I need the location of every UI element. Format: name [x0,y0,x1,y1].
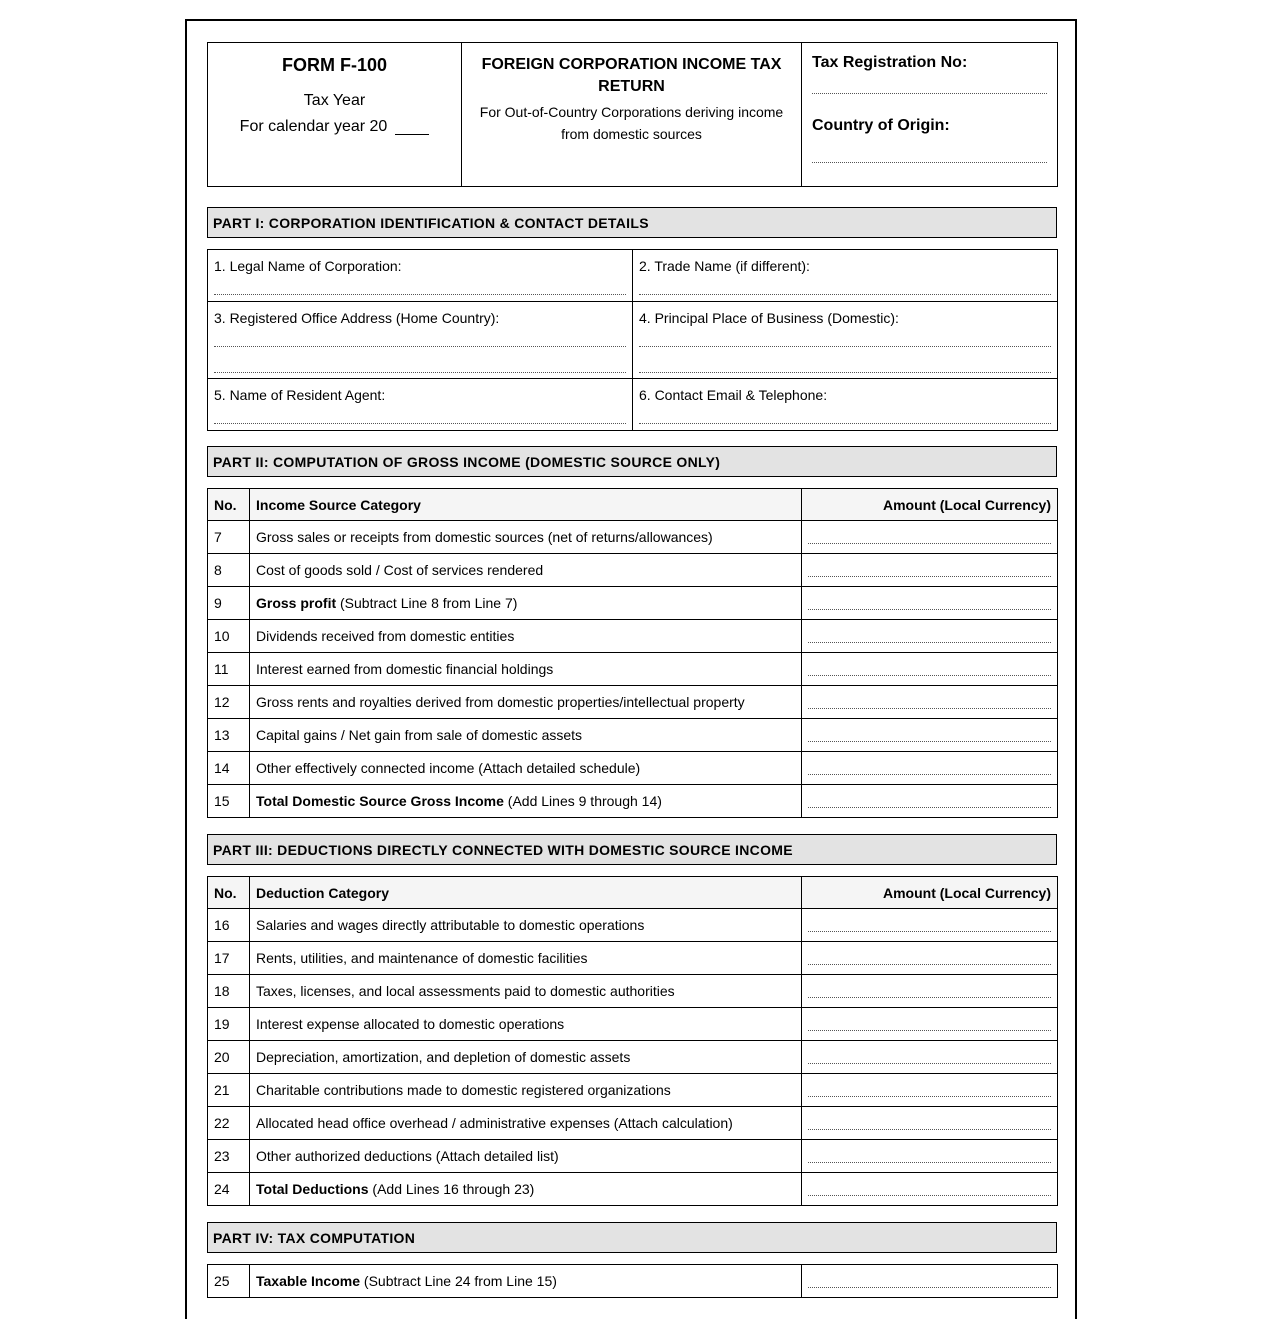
line-description-text: Depreciation, amortization, and depletion of domestic assets [256,1049,631,1065]
line-description-text: Interest earned from domestic financial holdings [256,661,554,677]
amount-cell [802,1173,1058,1206]
table-row [208,1265,1058,1298]
line-number: 12 [208,686,250,719]
principal-place-cell [633,302,1058,379]
form-title: FOREIGN CORPORATION INCOME TAX RETURN [481,56,782,95]
table-row [208,719,1058,752]
deductions-table [207,876,1058,1206]
line-description [250,554,802,587]
table-row [208,1041,1058,1074]
calendar-year-field[interactable] [395,134,429,135]
tax-registration-field[interactable] [812,93,1047,94]
col-amount-header: Amount (Local Currency) [802,489,1058,521]
tax-computation-rows [208,1265,1058,1298]
amount-field[interactable] [808,741,1051,742]
registered-office-label: 3. Registered Office Address (Home Country): [214,310,500,326]
line-description-text: Capital gains / Net gain from sale of domestic assets [256,727,583,743]
gross-income-rows [208,521,1058,818]
amount-field[interactable] [808,1287,1051,1288]
amount-field[interactable] [808,964,1051,965]
line-description-text: Charitable contributions made to domestic registered organizations [256,1082,671,1098]
resident-agent-label: 5. Name of Resident Agent: [214,387,386,403]
amount-field[interactable] [808,1129,1051,1130]
table-row [208,1140,1058,1173]
col-amount-header: Amount (Local Currency) [802,877,1058,909]
line-number: 21 [208,1074,250,1107]
line-description [250,587,802,620]
table-row [208,521,1058,554]
contact-field[interactable] [639,423,1051,424]
amount-field[interactable] [808,609,1051,610]
line-description-text: Dividends received from domestic entities [256,628,515,644]
contact-label: 6. Contact Email & Telephone: [639,387,828,403]
line-description-text: Interest expense allocated to domestic operations [256,1016,565,1032]
part3-heading: PART III: DEDUCTIONS DIRECTLY CONNECTED WITH DOMESTIC SOURCE INCOME [207,834,1057,865]
line-description-text: Cost of goods sold / Cost of services rendered [256,562,544,578]
principal-place-field-1[interactable] [639,346,1051,347]
table-row [208,554,1058,587]
amount-cell [802,620,1058,653]
line-number: 8 [208,554,250,587]
line-description [250,909,802,942]
calendar-year-row [208,118,461,136]
registered-office-cell [208,302,633,379]
amount-field[interactable] [808,1063,1051,1064]
amount-cell [802,1074,1058,1107]
amount-cell [802,942,1058,975]
line-description-text: Other effectively connected income (Attach detailed schedule) [256,760,641,776]
line-number: 15 [208,785,250,818]
legal-name-label: 1. Legal Name of Corporation: [214,258,402,274]
deduction-rows [208,909,1058,1206]
line-number: 11 [208,653,250,686]
amount-cell [802,1041,1058,1074]
amount-cell [802,521,1058,554]
form-header [207,42,1058,187]
amount-cell [802,719,1058,752]
tax-year-label: Tax Year [303,92,366,109]
col-no-header: No. [208,877,250,909]
amount-cell [802,752,1058,785]
form-title-cell [462,43,802,187]
amount-cell [802,587,1058,620]
line-description [250,975,802,1008]
line-number: 22 [208,1107,250,1140]
tax-registration-label: Tax Registration No: [812,54,968,71]
amount-field[interactable] [808,1096,1051,1097]
line-description-text: Allocated head office overhead / administrative expenses (Attach calculation) [256,1115,733,1131]
line-number: 16 [208,909,250,942]
line-number: 19 [208,1008,250,1041]
table-row [208,975,1058,1008]
line-description [250,653,802,686]
part2-heading: PART II: COMPUTATION OF GROSS INCOME (DOMESTIC SOURCE ONLY) [207,446,1057,477]
line-description [250,1074,802,1107]
line-description [250,1140,802,1173]
amount-field[interactable] [808,675,1051,676]
amount-cell [802,686,1058,719]
line-description [250,752,802,785]
trade-name-cell [633,250,1058,302]
line-number: 23 [208,1140,250,1173]
amount-cell [802,909,1058,942]
form-number: FORM F-100 [281,55,387,75]
table-row [208,620,1058,653]
col-category-header: Income Source Category [250,489,802,521]
line-number: 17 [208,942,250,975]
line-description-text: Salaries and wages directly attributable to domestic operations [256,917,645,933]
contact-cell [633,379,1058,431]
line-description-text: (Subtract Line 8 from Line 7) [336,595,518,611]
country-of-origin-field[interactable] [812,162,1047,163]
amount-cell [802,1140,1058,1173]
amount-field[interactable] [808,807,1051,808]
form-sheet [185,19,1077,1319]
amount-cell [802,785,1058,818]
amount-cell [802,975,1058,1008]
line-description [250,1107,802,1140]
resident-agent-cell [208,379,633,431]
line-description [250,1008,802,1041]
legal-name-cell [208,250,633,302]
line-description-bold: Taxable Income [256,1273,361,1289]
part4-heading: PART IV: TAX COMPUTATION [207,1222,1057,1253]
form-body [207,42,1057,1298]
table-row [208,942,1058,975]
line-description [250,1173,802,1206]
line-description [250,686,802,719]
table-row [208,1107,1058,1140]
line-description-text: Other authorized deductions (Attach detailed list) [256,1148,559,1164]
amount-cell [802,653,1058,686]
amount-cell [802,1265,1058,1298]
table-row [208,785,1058,818]
principal-place-label: 4. Principal Place of Business (Domestic): [639,310,899,326]
line-description [250,620,802,653]
line-description [250,1265,802,1298]
form-id-cell [208,43,462,187]
table-row [208,1074,1058,1107]
amount-field[interactable] [808,543,1051,544]
table-row [208,909,1058,942]
line-description-text: (Add Lines 16 through 23) [368,1181,535,1197]
amount-field[interactable] [808,1195,1051,1196]
line-description [250,719,802,752]
line-description [250,521,802,554]
registration-cell [802,43,1058,187]
line-description-text: (Add Lines 9 through 14) [503,793,662,809]
table-row [208,1008,1058,1041]
line-description [250,1041,802,1074]
line-description-text: (Subtract Line 24 from Line 15) [360,1273,557,1289]
line-description-text: Gross rents and royalties derived from domestic properties/intellectual property [256,694,745,710]
table-row [208,653,1058,686]
line-number: 10 [208,620,250,653]
line-number: 14 [208,752,250,785]
table-row [208,587,1058,620]
line-description-bold: Total Deductions [256,1181,369,1197]
registered-office-field-2[interactable] [214,372,626,373]
amount-field[interactable] [808,1162,1051,1163]
amount-field[interactable] [808,1030,1051,1031]
table-row [208,752,1058,785]
amount-field[interactable] [808,774,1051,775]
line-description [250,942,802,975]
principal-place-field-2[interactable] [639,372,1051,373]
line-description-text: Rents, utilities, and maintenance of domestic facilities [256,950,588,966]
amount-cell [802,554,1058,587]
line-number: 13 [208,719,250,752]
country-of-origin-label: Country of Origin: [812,117,950,134]
gross-income-table [207,488,1058,818]
amount-field[interactable] [808,997,1051,998]
amount-cell [802,1008,1058,1041]
col-category-header: Deduction Category [250,877,802,909]
line-description-bold: Total Domestic Source Gross Income [256,793,504,809]
registered-office-field-1[interactable] [214,346,626,347]
line-description [250,785,802,818]
calendar-year-label: For calendar year 20 [239,118,388,135]
col-no-header: No. [208,489,250,521]
trade-name-label: 2. Trade Name (if different): [639,258,810,274]
identification-table [207,249,1058,431]
line-number: 7 [208,521,250,554]
table-row [208,686,1058,719]
tax-computation-table [207,1264,1058,1298]
table-row [208,1173,1058,1206]
amount-cell [802,1107,1058,1140]
form-subtitle: For Out-of-Country Corporations deriving income from domestic sources [479,104,784,142]
line-description-bold: Gross profit [256,595,337,611]
line-description-text: Gross sales or receipts from domestic sources (net of returns/allowances) [256,529,713,545]
amount-field[interactable] [808,642,1051,643]
part1-heading: PART I: CORPORATION IDENTIFICATION & CONTACT DETAILS [207,207,1057,238]
line-number: 9 [208,587,250,620]
legal-name-field[interactable] [214,294,626,295]
amount-field[interactable] [808,576,1051,577]
line-number: 18 [208,975,250,1008]
trade-name-field[interactable] [639,294,1051,295]
amount-field[interactable] [808,708,1051,709]
line-number: 20 [208,1041,250,1074]
resident-agent-field[interactable] [214,423,626,424]
line-number: 24 [208,1173,250,1206]
line-description-text: Taxes, licenses, and local assessments paid to domestic authorities [256,983,675,999]
amount-field[interactable] [808,931,1051,932]
line-number: 25 [208,1265,250,1298]
